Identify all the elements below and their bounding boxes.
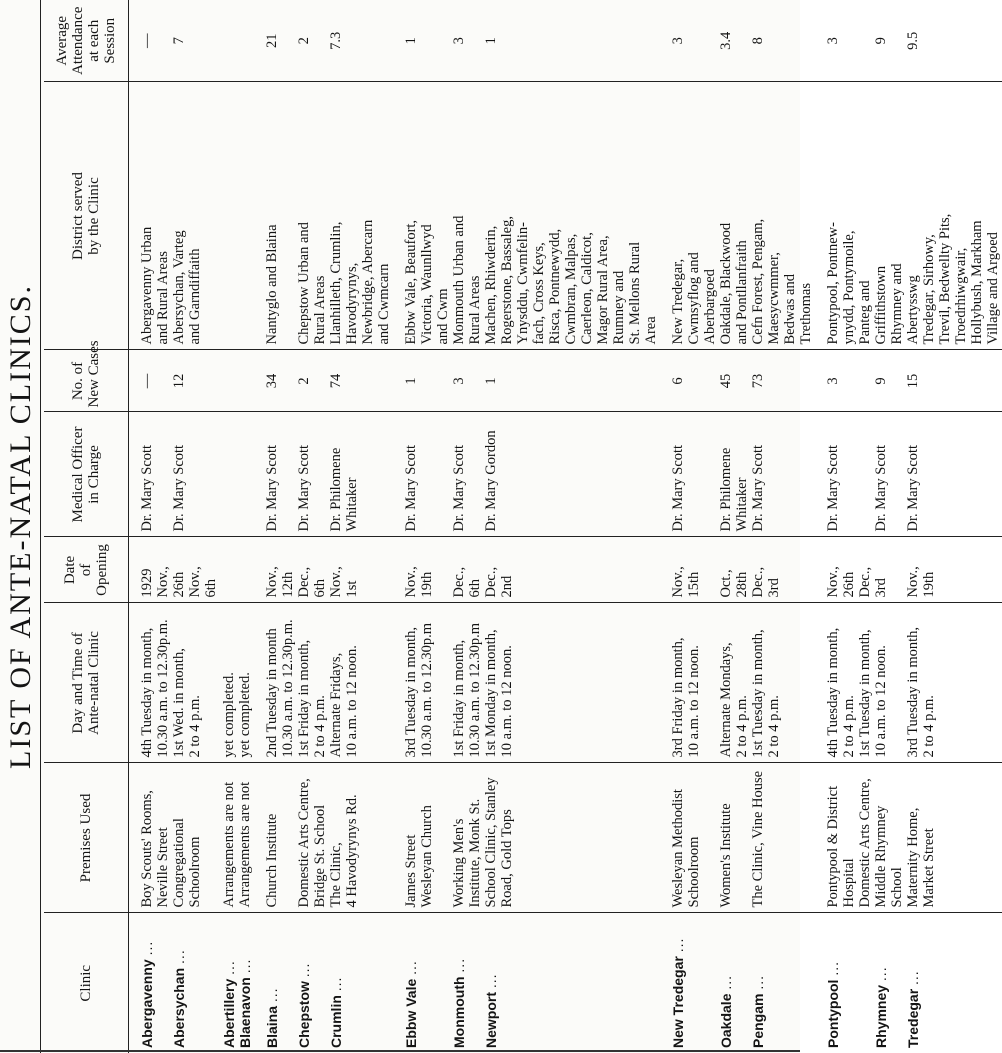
premises-cell: Boy Scouts' Rooms, Neville Street Congregational Schoolroom: [129, 763, 221, 913]
table-row: [129, 0, 221, 1053]
officer-cell: Dr. Mary Scott Dr. Mary Scott: [129, 412, 221, 537]
attendance-cell: 21 2 7.3: [254, 0, 393, 82]
officer-cell: Dr. Mary Scott Dr. Mary Scott Dr. Mary Gordon: [393, 412, 660, 537]
cases-cell: 1 3 1: [393, 350, 660, 412]
premises-cell: Pontypool & District Hospital Domestic Arts Centre, Middle Rhymney School Maternity Home, Market Street: [815, 763, 1002, 913]
attendance-cell: 3 9 9.5: [815, 0, 1002, 82]
table-row: [660, 0, 815, 1053]
premises-cell: James Street Wesleyan Church Working Men's Institute, Monk St. School Clinic, Stanley Road, Gold Tops: [393, 763, 660, 913]
district-cell: Abergavenny Urban and Rural Areas Abersychan, Varteg and Garndiffaith: [129, 82, 221, 350]
officer-cell: Dr. Mary Scott Dr. Mary Scott Dr. Mary Scott: [815, 412, 1002, 537]
attendance-cell: 3 3.4 8: [660, 0, 815, 82]
col-header-premises: Premises Used: [44, 763, 129, 913]
day-time-cell: 2nd Tuesday in month 10.30 a.m. to 12.30p.m. 1st Friday in month, 2 to 4 p.m. Alternate Fridays, 10 a.m. to 12 noon.: [254, 603, 393, 763]
title-rule: [40, 0, 41, 1053]
clinic-name: Abergavenny ... Abersychan ...: [139, 940, 187, 1048]
opening-cell: 1929 Nov., 26th Nov., 6th: [129, 537, 221, 603]
cases-cell: — 12: [129, 350, 221, 412]
officer-cell: Dr. Mary Scott Dr. Mary Scott Dr. Philomene Whitaker: [254, 412, 393, 537]
opening-cell: Nov., 19th Dec., 6th Dec., 2nd: [393, 537, 660, 603]
col-header-district: District served by the Clinic: [44, 82, 129, 350]
clinics-table: [44, 0, 1002, 1053]
col-header-opening: Date of Opening: [44, 537, 129, 603]
col-header-day-time: Day and Time of Ante-natal Clinic: [44, 603, 129, 763]
table-row: [220, 0, 254, 1053]
district-cell: Nantyglo and Blaina Chepstow Urban and Rural Areas Llanhilleth, Crumlin, Havodyrynys, Newbridge, Abercarn and Cwmcarn: [254, 82, 393, 350]
attendance-cell: 1 3 1: [393, 0, 660, 82]
col-header-officer: Medical Officer in Charge: [44, 412, 129, 537]
header-row: [44, 0, 129, 1053]
cases-cell: 34 2 74: [254, 350, 393, 412]
day-time-cell: 4th Tuesday in month, 2 to 4 p.m. 1st Tuesday in month, 10 a.m. to 12 noon. 3rd Tuesday in month, 2 to 4 p.m.: [815, 603, 1002, 763]
clinic-name: New Tredegar ... Oakdale ... Pengam ...: [670, 937, 766, 1048]
opening-cell: Nov., 12th Dec., 6th Nov., 1st: [254, 537, 393, 603]
table-row: [254, 0, 393, 1053]
document-title: LIST OF ANTE-NATAL CLINICS.: [4, 284, 37, 769]
cases-cell: 3 9 15: [815, 350, 1002, 412]
col-header-attendance: Average Attendance at each Session: [44, 0, 129, 82]
district-cell: Ebbw Vale, Beaufort, Victoria, Waunllwyd and Cwm Monmouth Urban and Rural Areas Machen, Rhiwderin, Rogerstone, Bassaleg, Ynysddu, Cwmfelin- fach, Cross Keys, Risca, Pontnewydd, Cwmbran, Malpas, Caerleon, Caldicot, Magor Rural Area, Rumney and St. Mellons Rural Area: [393, 82, 660, 350]
officer-cell: Dr. Mary Scott Dr. Philomene Whitaker Dr. Mary Scott: [660, 412, 815, 537]
opening-cell: Nov., 26th Dec., 3rd Nov., 19th: [815, 537, 1002, 603]
cases-cell: 6 45 73: [660, 350, 815, 412]
col-header-cases: No. of New Cases: [44, 350, 129, 412]
day-time-cell: 3rd Friday in month, 10 a.m. to 12 noon. Alternate Mondays, 2 to 4 p.m. 1st Tuesday in month, 2 to 4 p.m.: [660, 603, 815, 763]
clinic-name: Ebbw Vale ... Monmouth ... Newport ...: [403, 957, 499, 1048]
attendance-cell: — 7: [129, 0, 221, 82]
district-cell: New Tredegar, Cwmsyflog and Aberbargoed Oakdale, Blackwood and Pontllanfraith Cefn Forest, Pengam, Maesycwmmer, Bedwas and Trethomas: [660, 82, 815, 350]
district-cell: Pontypool, Pontnew- ynydd, Pontymoile, Panteg and Griffithstown Rhymney and Abertysswg Tredegar, Sirhowy, Trevil, Bedwellty Pits, Troedrhiwgwair, Hollybush, Markham Village and Argoed: [815, 82, 1002, 350]
day-time-cell: 3rd Tuesday in month, 10.30 a.m. to 12.30p.m 1st Friday in month, 10.30 a.m. to 12.30p.m 1st Monday in month, 10 a.m. to 12 noon.: [393, 603, 660, 763]
page-edge-rule: [0, 1050, 800, 1052]
table-row: [815, 0, 1002, 1053]
opening-cell: Nov., 15th Oct., 28th Dec., 3rd: [660, 537, 815, 603]
day-time-cell: 4th Tuesday in month, 10.30 a.m. to 12.30p.m. 1st Wed. in month, 2 to 4 p.m.: [129, 603, 221, 763]
clinic-name: Abertillery ... Blaenavon ...: [221, 958, 253, 1048]
table-row: [393, 0, 660, 1053]
clinic-name: Blaina ... Chepstow ... Crumlin ...: [264, 962, 344, 1048]
premises-cell: Church Institute Domestic Arts Centre, Bridge St. School The Clinic, 4 Havodyrynys Rd.: [254, 763, 393, 913]
premises-cell: Wesleyan Methodist Schoolroom Women's Institute The Clinic, Vine House: [660, 763, 815, 913]
clinic-name: Pontypool ... Rhymney ... Tredegar ...: [825, 961, 921, 1048]
premises-cell: Arrangements are not Arrangements are not: [220, 763, 254, 913]
col-header-clinic: Clinic: [44, 913, 129, 1053]
day-time-cell: yet completed. yet completed.: [220, 603, 254, 763]
